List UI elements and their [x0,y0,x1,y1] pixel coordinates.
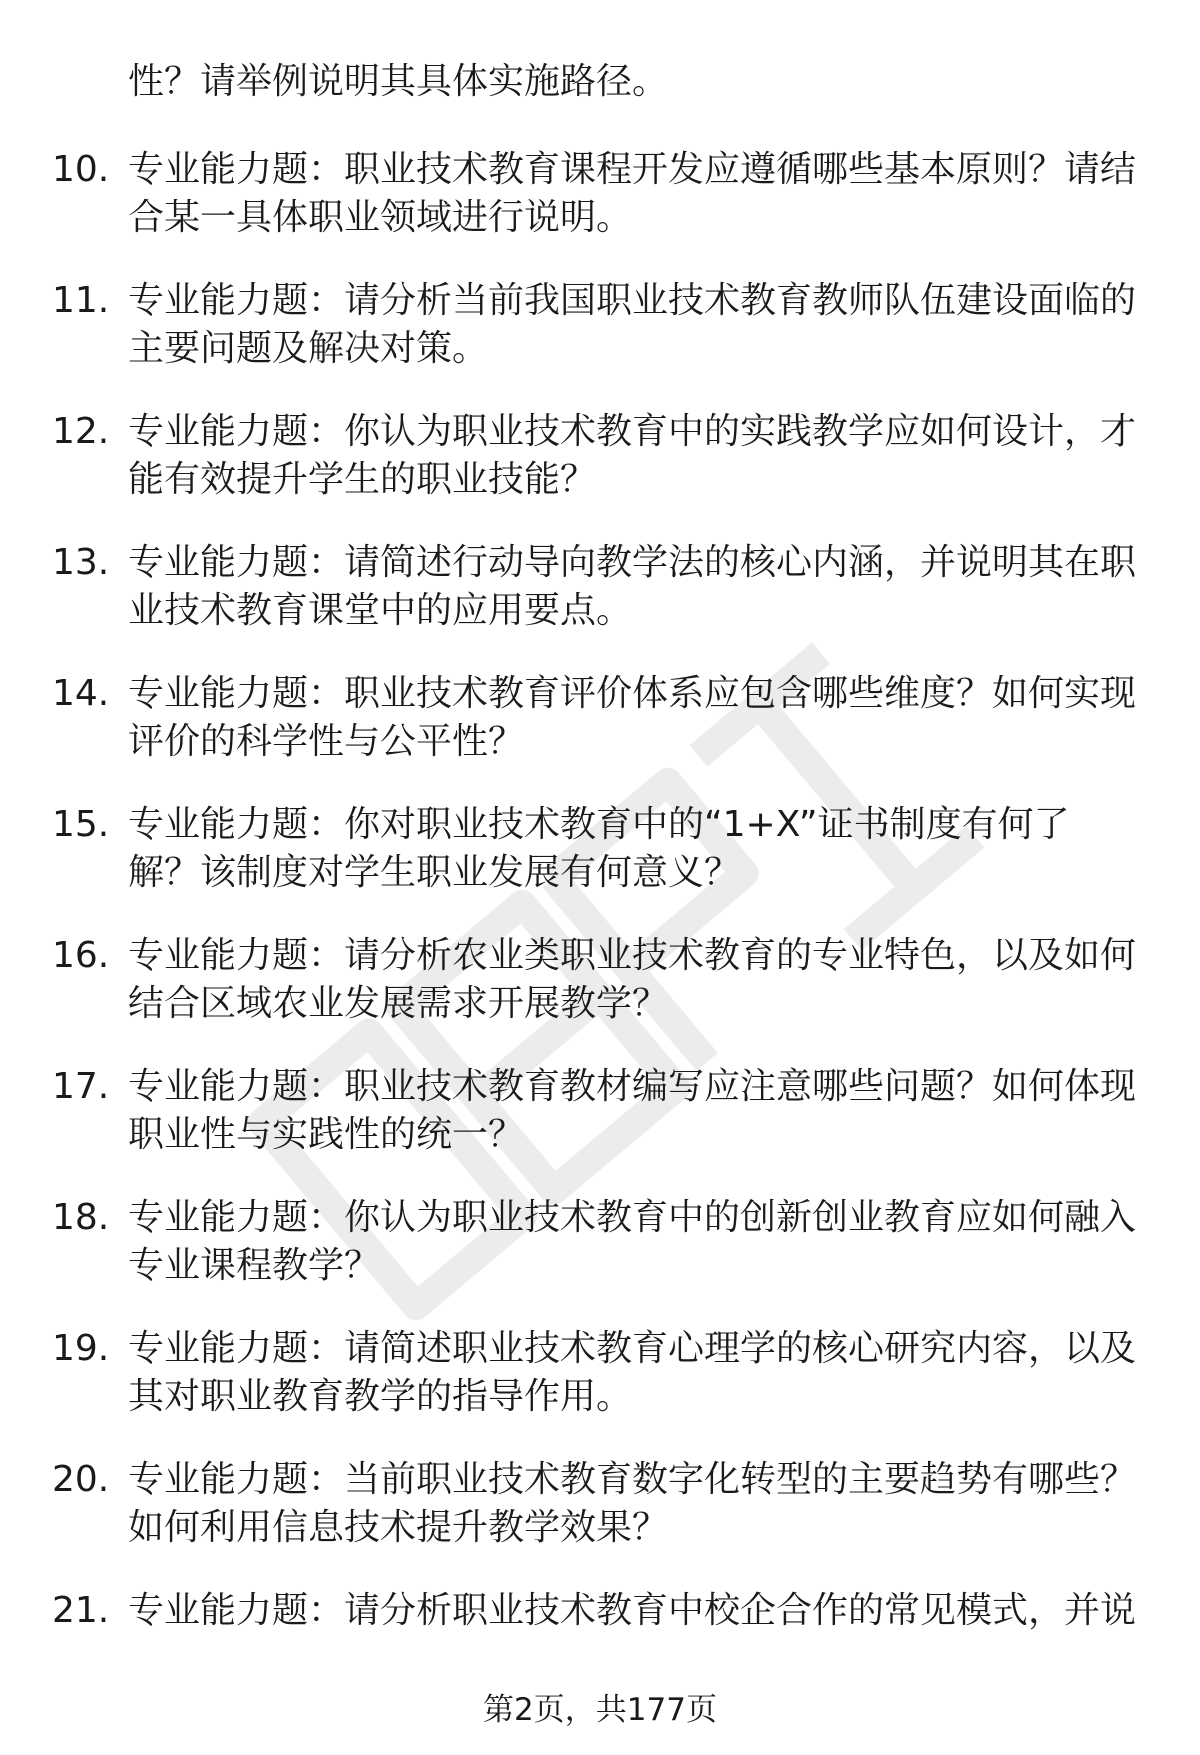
question-number: 13. [52,542,110,583]
page-number: 第2页，共177页 [483,1692,717,1728]
question-item [0,1063,1200,1194]
question-number: 18. [52,1197,110,1238]
question-text-line: 合某一具体职业领域进行说明。 [128,197,633,238]
question-text-line: 专业能力题：请简述行动导向教学法的核心内涵，并说明其在职 [128,542,1137,583]
question-number: 19. [52,1328,110,1369]
question-text-line: 专业能力题：请简述职业技术教育心理学的核心研究内容，以及 [128,1328,1137,1369]
question-text-line: 如何利用信息技术提升教学效果？ [128,1507,669,1548]
question-number: 15. [52,804,110,845]
question-text-line: 主要问题及解决对策。 [128,328,489,369]
question-item [0,408,1200,539]
question-text-line: 专业能力题：职业技术教育课程开发应遵循哪些基本原则？请结 [128,149,1137,190]
question-item [0,277,1200,408]
question-text-line: 专业课程教学？ [128,1245,381,1286]
question-text-line: 结合区域农业发展需求开展教学？ [128,983,669,1024]
question-text-line: 专业能力题：你认为职业技术教育中的创新创业教育应如何融入 [128,1197,1137,1238]
question-number: 17. [52,1066,110,1107]
question-item [0,146,1200,277]
question-text-line: 专业能力题：请分析职业技术教育中校企合作的常见模式，并说 [128,1590,1137,1631]
question-text-line: 专业能力题：你对职业技术教育中的“1+X”证书制度有何了 [128,804,1070,845]
question-number: 12. [52,411,110,452]
question-number: 14. [52,673,110,714]
question-item [0,539,1200,670]
question-text-line: 专业能力题：请分析农业类职业技术教育的专业特色，以及如何 [128,935,1137,976]
question-text-line: 其对职业教育教学的指导作用。 [128,1376,633,1417]
question-text-line: 专业能力题：你认为职业技术教育中的实践教学应如何设计，才 [128,411,1137,452]
question-item [0,1325,1200,1456]
question-text-line: 职业性与实践性的统一？ [128,1114,525,1155]
question-text-line: 解？该制度对学生职业发展有何意义？ [128,852,741,893]
question-text-line: 业技术教育课堂中的应用要点。 [128,590,633,631]
question-list [0,146,1200,1718]
continued-question-text: 性？请举例说明其具体实施路径。 [128,61,669,102]
question-text-line: 专业能力题：请分析当前我国职业技术教育教师队伍建设面临的 [128,280,1137,321]
question-item [0,1456,1200,1587]
question-item [0,932,1200,1063]
question-number: 10. [52,149,110,190]
question-text-line: 专业能力题：职业技术教育评价体系应包含哪些维度？如何实现 [128,673,1137,714]
question-number: 21. [52,1590,110,1631]
question-text-line: 专业能力题：职业技术教育教材编写应注意哪些问题？如何体现 [128,1066,1137,1107]
question-item [0,801,1200,932]
question-number: 16. [52,935,110,976]
question-number: 20. [52,1459,110,1500]
question-text-line: 能有效提升学生的职业技能？ [128,459,597,500]
question-item [0,1194,1200,1325]
question-item [0,670,1200,801]
question-number: 11. [52,280,110,321]
question-text-line: 评价的科学性与公平性？ [128,721,525,762]
question-text-line: 专业能力题：当前职业技术教育数字化转型的主要趋势有哪些？ [128,1459,1137,1500]
